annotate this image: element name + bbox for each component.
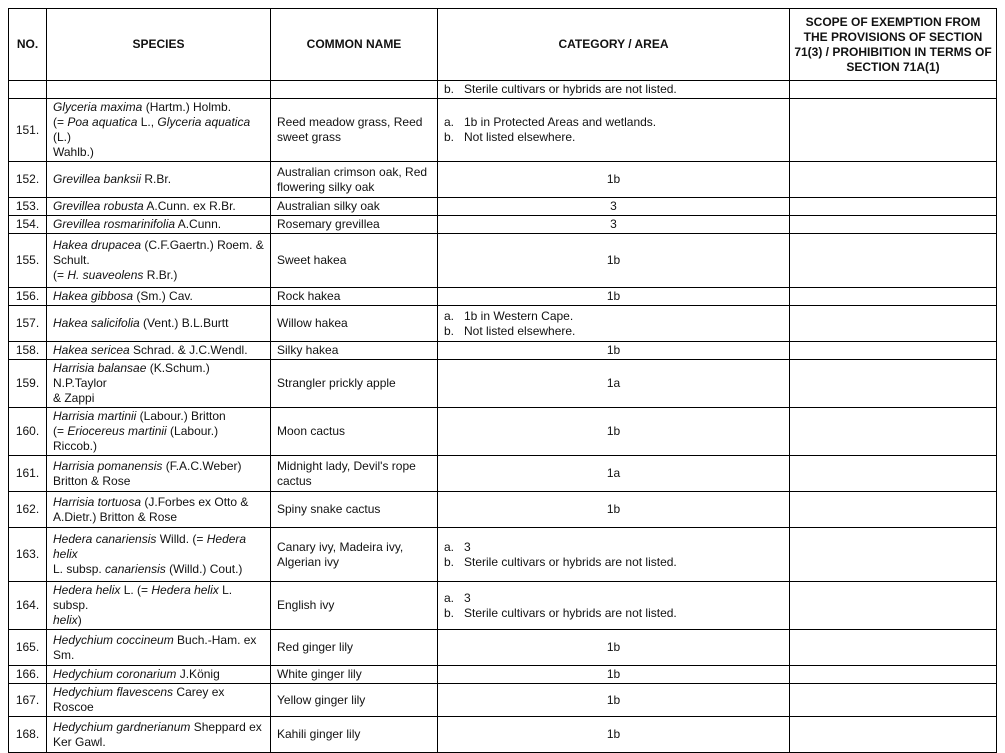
scope-cell [790,162,997,198]
header-category: CATEGORY / AREA [438,9,790,81]
common-name-cell: Sweet hakea [271,234,438,288]
common-name-cell: Rosemary grevillea [271,216,438,234]
header-row [9,9,997,81]
common-name-cell: Willow hakea [271,306,438,342]
table-row [9,306,997,342]
scope-cell [790,684,997,717]
common-name-cell [271,81,438,99]
table-row [9,198,997,216]
table-row [9,408,997,456]
common-name-cell: White ginger lily [271,666,438,684]
scope-cell [790,492,997,528]
header-scope: SCOPE OF EXEMPTION FROM THE PROVISIONS OF SECTION 71(3) / PROHIBITION IN TERMS OF SECTION 71A(1) [790,9,997,81]
species-cell: Glyceria maxima (Hartm.) Holmb. (= Poa aquatica L., Glyceria aquatica (L.) Wahlb.) [47,99,271,162]
row-number: 164. [9,582,47,630]
scope-cell [790,306,997,342]
category-cell: 3 [438,198,790,216]
category-item: a. 1b in Protected Areas and wetlands. [444,115,657,129]
table-row [9,342,997,360]
common-name-cell: Kahili ginger lily [271,717,438,753]
row-number: 158. [9,342,47,360]
category-cell: 1b [438,630,790,666]
category-cell [438,528,790,582]
species-cell: Hakea sericea Schrad. & J.C.Wendl. [47,342,271,360]
row-number: 161. [9,456,47,492]
row-number [9,81,47,99]
table-row [9,630,997,666]
header-common-name: COMMON NAME [271,9,438,81]
row-number: 153. [9,198,47,216]
common-name-cell: Canary ivy, Madeira ivy, Algerian ivy [271,528,438,582]
row-number: 151. [9,99,47,162]
species-cell: Hedychium gardnerianum Sheppard ex Ker Gawl. [47,717,271,753]
category-item: a. 3 [444,539,471,554]
category-cell: 1b [438,717,790,753]
species-cell: Harrisia balansae (K.Schum.) N.P.Taylor & Zappi [47,360,271,408]
category-cell [438,99,790,162]
category-cell: 1b [438,408,790,456]
row-number: 168. [9,717,47,753]
row-number: 154. [9,216,47,234]
row-number: 152. [9,162,47,198]
common-name-cell: Australian silky oak [271,198,438,216]
scope-cell [790,342,997,360]
scope-cell [790,528,997,582]
common-name-cell: Red ginger lily [271,630,438,666]
scope-cell [790,288,997,306]
scope-cell [790,81,997,99]
category-cell: 1b [438,342,790,360]
category-cell [438,81,790,99]
category-cell: 1b [438,492,790,528]
common-name-cell: Midnight lady, Devil's rope cactus [271,456,438,492]
scope-cell [790,198,997,216]
common-name-cell: Reed meadow grass, Reed sweet grass [271,99,438,162]
species-cell: Harrisia martinii (Labour.) Britton (= Eriocereus martinii (Labour.) Riccob.) [47,408,271,456]
scope-cell [790,717,997,753]
species-cell: Hakea salicifolia (Vent.) B.L.Burtt [47,306,271,342]
row-number: 163. [9,528,47,582]
row-number: 156. [9,288,47,306]
category-item: a. 1b in Western Cape. [444,308,574,323]
category-cell: 1b [438,234,790,288]
table-row [9,162,997,198]
common-name-cell: Moon cactus [271,408,438,456]
common-name-cell: Silky hakea [271,342,438,360]
scope-cell [790,234,997,288]
species-cell [47,81,271,99]
header-no: NO. [9,9,47,81]
table-row [9,456,997,492]
species-cell: Hedera canariensis Willd. (= Hedera helix L. subsp. canariensis (Willd.) Cout.) [47,528,271,582]
row-number: 167. [9,684,47,717]
category-cell: 3 [438,216,790,234]
category-cell: 1b [438,288,790,306]
table-row [9,582,997,630]
scope-cell [790,99,997,162]
row-number: 157. [9,306,47,342]
category-cell [438,306,790,342]
row-number: 165. [9,630,47,666]
scope-cell [790,456,997,492]
table-row [9,99,997,162]
table-row [9,492,997,528]
species-cell: Hedera helix L. (= Hedera helix L. subsp. helix) [47,582,271,630]
common-name-cell: Strangler prickly apple [271,360,438,408]
table-row [9,234,997,288]
species-cell: Grevillea robusta A.Cunn. ex R.Br. [47,198,271,216]
table-row [9,717,997,753]
row-number: 159. [9,360,47,408]
scope-cell [790,216,997,234]
table-row [9,666,997,684]
species-cell: Hakea gibbosa (Sm.) Cav. [47,288,271,306]
scope-cell [790,360,997,408]
table-row [9,81,997,99]
table-body [9,81,997,753]
header-species: SPECIES [47,9,271,81]
category-cell: 1a [438,360,790,408]
row-number: 162. [9,492,47,528]
table-row [9,360,997,408]
common-name-cell: Spiny snake cactus [271,492,438,528]
category-item: b. Sterile cultivars or hybrids are not listed. [444,605,677,620]
common-name-cell: Yellow ginger lily [271,684,438,717]
species-cell: Hedychium coccineum Buch.-Ham. ex Sm. [47,630,271,666]
species-cell: Grevillea banksii R.Br. [47,162,271,198]
species-cell: Hakea drupacea (C.F.Gaertn.) Roem. & Schult. (= H. suaveolens R.Br.) [47,234,271,288]
category-cell: 1b [438,666,790,684]
species-cell: Harrisia tortuosa (J.Forbes ex Otto & A.Dietr.) Britton & Rose [47,492,271,528]
species-cell: Grevillea rosmarinifolia A.Cunn. [47,216,271,234]
category-item: b. Sterile cultivars or hybrids are not listed. [444,82,677,96]
row-number: 160. [9,408,47,456]
species-cell: Hedychium coronarium J.König [47,666,271,684]
species-cell: Hedychium flavescens Carey ex Roscoe [47,684,271,717]
category-cell [438,582,790,630]
common-name-cell: Rock hakea [271,288,438,306]
table-row [9,684,997,717]
scope-cell [790,582,997,630]
common-name-cell: Australian crimson oak, Red flowering silky oak [271,162,438,198]
table-row [9,216,997,234]
category-item: b. Sterile cultivars or hybrids are not listed. [444,554,677,569]
scope-cell [790,630,997,666]
common-name-cell: English ivy [271,582,438,630]
category-cell: 1b [438,162,790,198]
table-row [9,528,997,582]
category-cell: 1b [438,684,790,717]
category-item: b. Not listed elsewhere. [444,130,576,144]
species-table [8,8,997,753]
species-cell: Harrisia pomanensis (F.A.C.Weber) Britton & Rose [47,456,271,492]
row-number: 166. [9,666,47,684]
scope-cell [790,666,997,684]
scope-cell [790,408,997,456]
row-number: 155. [9,234,47,288]
category-item: a. 3 [444,590,471,605]
category-cell: 1a [438,456,790,492]
category-item: b. Not listed elsewhere. [444,323,576,338]
table-row [9,288,997,306]
